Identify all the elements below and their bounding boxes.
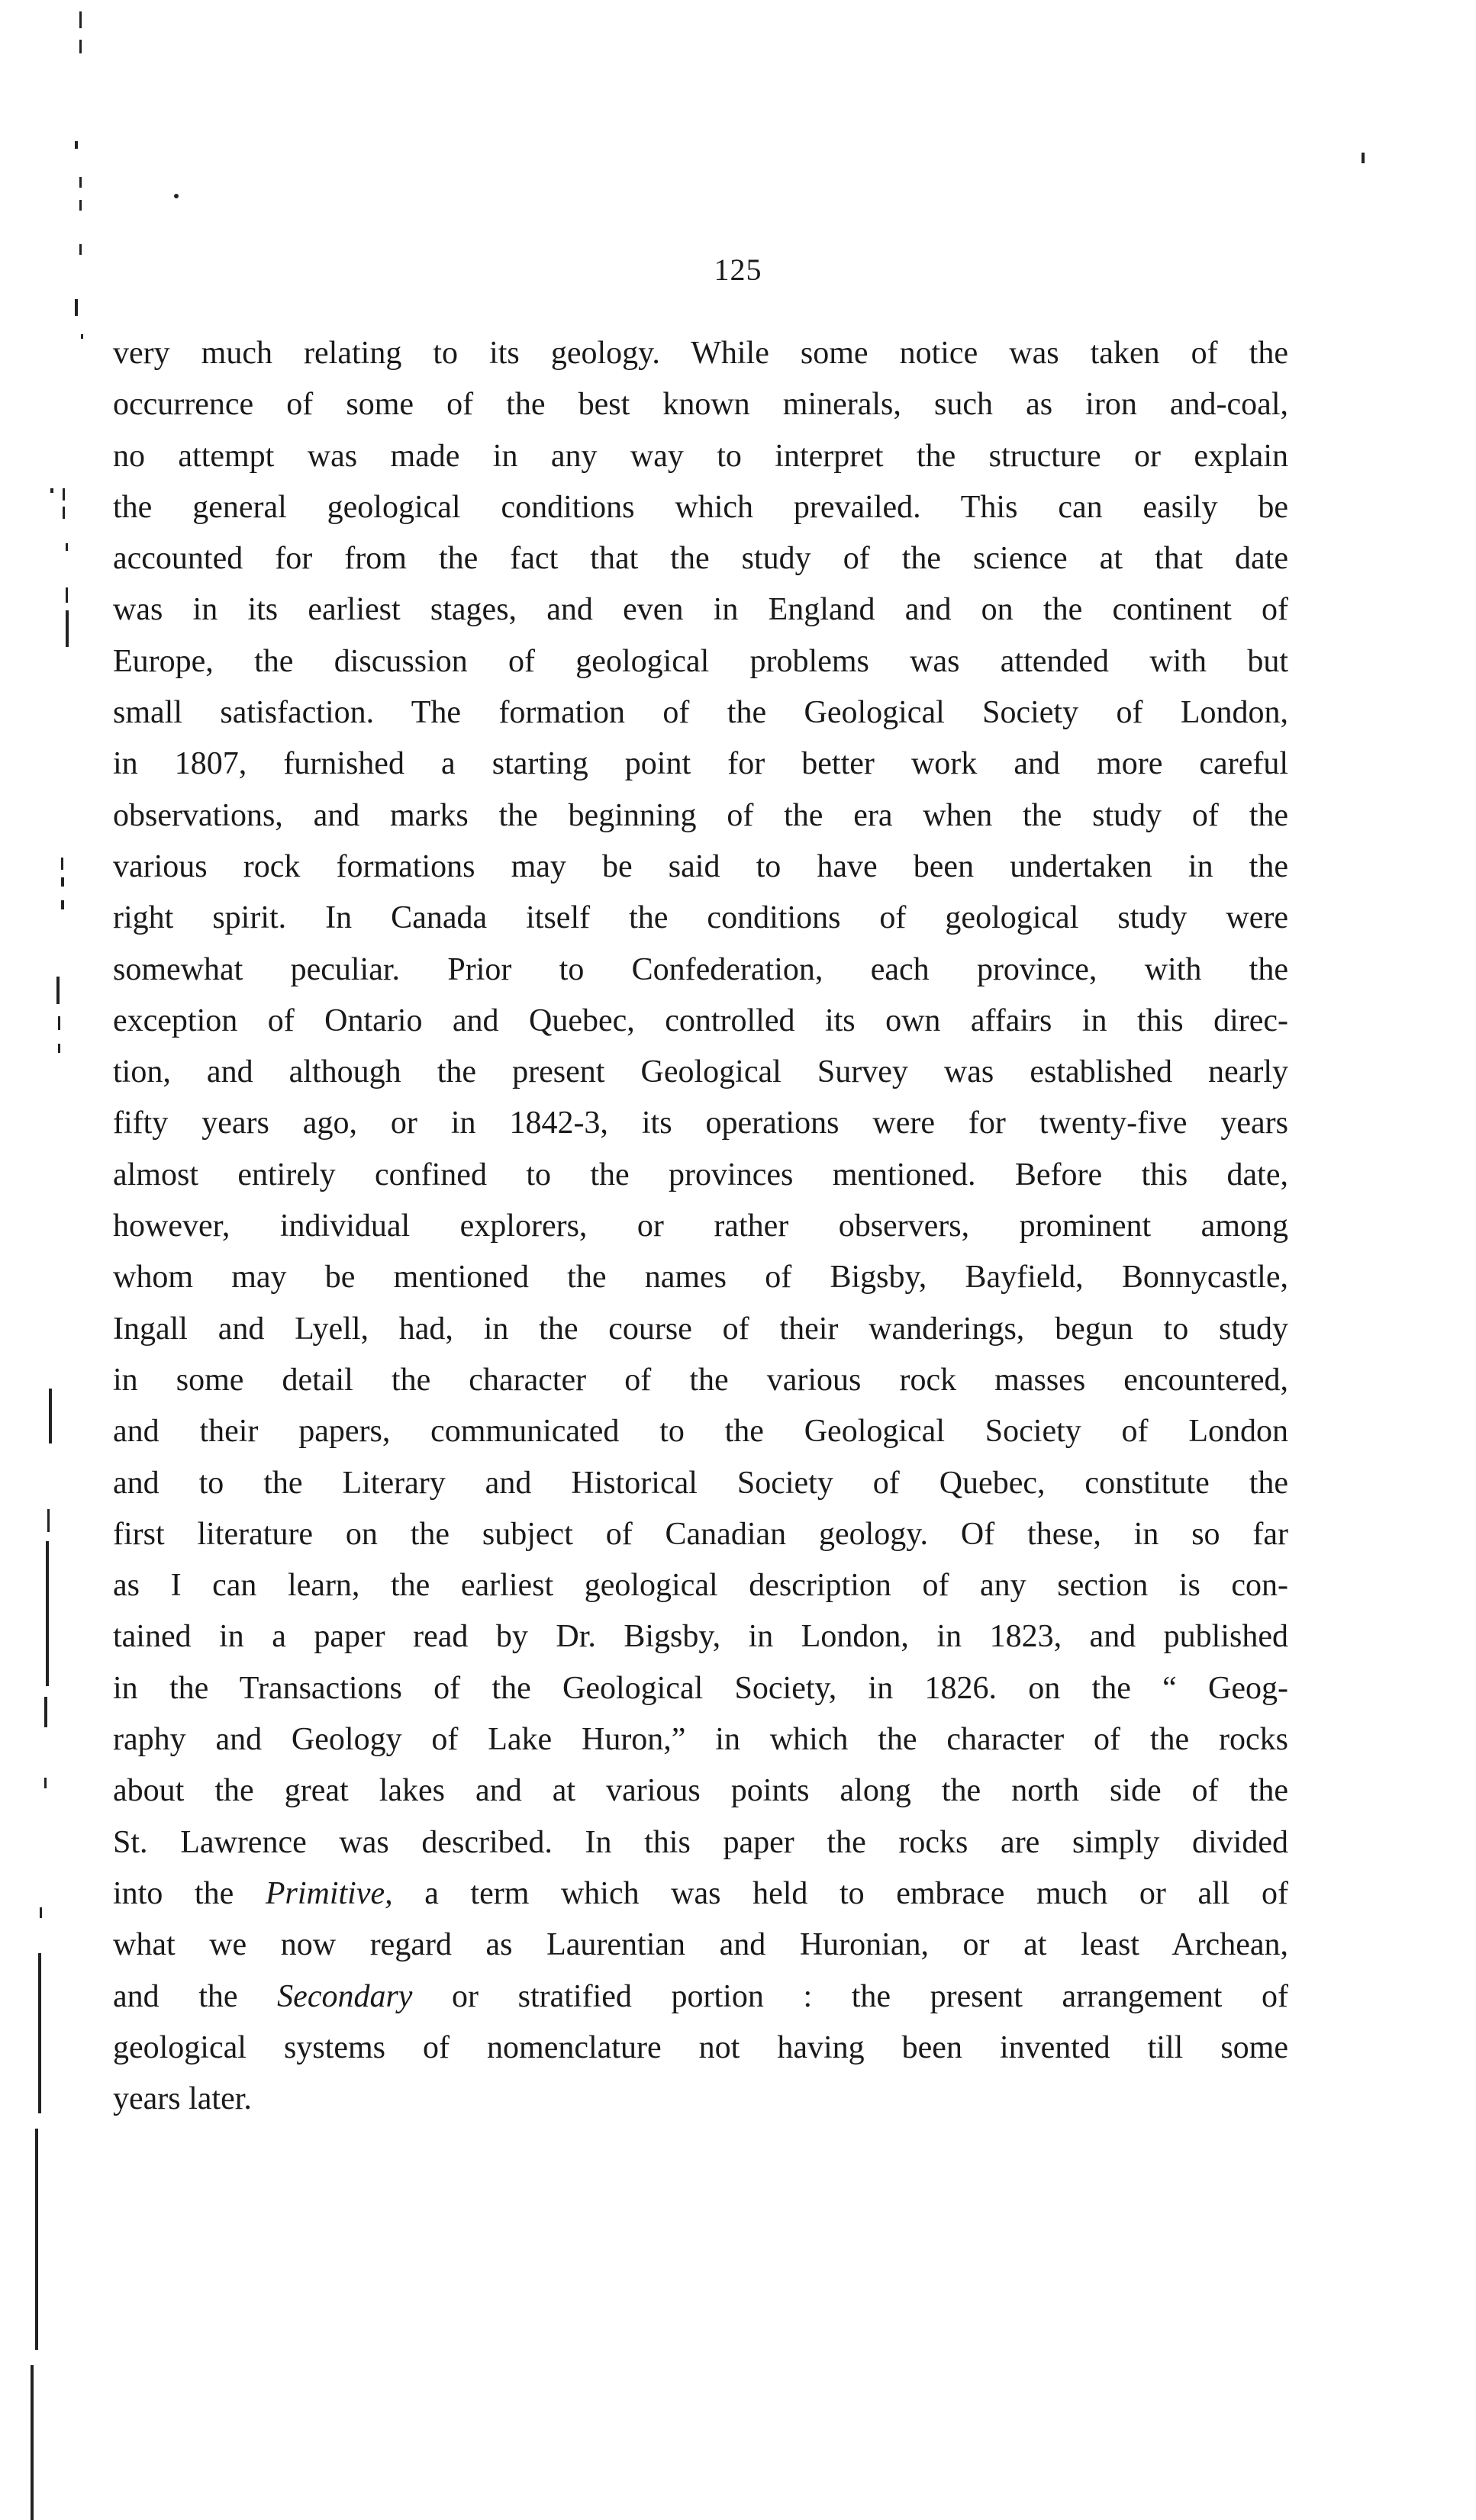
text-line [113, 431, 1288, 482]
scan-mark [58, 1016, 60, 1030]
scan-mark [46, 1541, 49, 1686]
text-line [113, 328, 1288, 379]
text-segment: tained in a paper read by Dr. Bigsby, in London, in 1823, and published [113, 1619, 1288, 1655]
text-segment: in the Transactions of the Geological Society, in 1826. on the “ Geog- [113, 1670, 1288, 1706]
text-segment: fifty years ago, or in 1842-3, its operations were for twenty-five years [113, 1106, 1288, 1141]
text-segment: accounted for from the fact that the study of the science at that date [113, 541, 1288, 577]
text-line [113, 1150, 1288, 1201]
scan-mark [38, 1953, 41, 2113]
text-segment: in some detail the character of the various rock masses encountered, [113, 1362, 1288, 1398]
text-segment: into the [113, 1875, 266, 1911]
text-line [113, 790, 1288, 842]
text-line [113, 1714, 1288, 1765]
page-number: 125 [714, 253, 762, 287]
scan-mark [79, 244, 82, 255]
text-segment: in 1807, furnished a starting point for better work and more careful [113, 746, 1288, 782]
text-line [113, 1663, 1288, 1714]
text-segment: whom may be mentioned the names of Bigsby, Bayfield, Bonnycastle, [113, 1260, 1288, 1295]
text-segment: almost entirely confined to the provinces mentioned. Before this date, [113, 1157, 1288, 1192]
text-segment: observations, and marks the beginning of the era when the study of the [113, 797, 1288, 833]
scan-mark [40, 1907, 42, 1918]
text-line [113, 2023, 1288, 2074]
scan-mark [61, 877, 64, 887]
text-line [113, 842, 1288, 893]
text-segment: and to the Literary and Historical Society of Quebec, constitute the [113, 1465, 1288, 1501]
scan-mark [174, 194, 179, 198]
scan-mark [79, 200, 82, 211]
text-segment: very much relating to its geology. While some notice was taken of the [113, 336, 1288, 371]
text-line [113, 379, 1288, 430]
text-segment: or stratified portion : the present arrangement of [412, 1978, 1289, 2014]
text-line [113, 739, 1288, 790]
scan-mark [66, 587, 68, 603]
scan-mark [58, 1044, 60, 1053]
text-segment: exception of Ontario and Quebec, controlled its own affairs in this direc- [113, 1003, 1288, 1038]
text-line [113, 1304, 1288, 1355]
scan-mark [31, 2365, 34, 2520]
text-segment: first literature on the subject of Canadian geology. Of these, in so far [113, 1516, 1288, 1552]
scan-mark [61, 900, 64, 909]
body-paragraph [113, 328, 1288, 2125]
scan-mark [63, 488, 65, 500]
text-segment: occurrence of some of the best known minerals, such as iron and-coal, [113, 387, 1288, 423]
text-segment: a term which was held to embrace much or all of [392, 1875, 1288, 1911]
text-line [113, 1611, 1288, 1662]
text-segment: geological systems of nomenclature not having been invented till some [113, 2029, 1288, 2065]
text-segment: however, individual explorers, or rather observers, prominent among [113, 1209, 1288, 1244]
text-segment: Europe, the discussion of geological problems was attended with but [113, 643, 1288, 679]
scan-mark [50, 488, 53, 493]
text-line [113, 1971, 1288, 2023]
text-segment: was in its earliest stages, and even in England and on the continent of [113, 592, 1288, 628]
text-segment: about the great lakes and at various points along the north side of the [113, 1773, 1288, 1809]
text-line [113, 482, 1288, 533]
scan-mark [35, 2129, 38, 2350]
scan-mark [44, 1778, 47, 1788]
text-segment: various rock formations may be said to have been undertaken in the [113, 848, 1288, 884]
text-line [113, 1560, 1288, 1611]
text-line [113, 1098, 1288, 1149]
scan-mark [75, 299, 78, 316]
text-segment: no attempt was made in any way to interpret the structure or explain [113, 438, 1288, 474]
text-segment: somewhat peculiar. Prior to Confederation, each province, with the [113, 951, 1288, 987]
scan-mark [66, 610, 69, 647]
text-segment: and the [113, 1978, 278, 2014]
text-line [113, 2074, 1288, 2125]
text-line [113, 996, 1288, 1047]
text-line [113, 1920, 1288, 1971]
scan-mark [63, 507, 65, 519]
scan-mark [79, 177, 82, 188]
text-segment: St. Lawrence was described. In this paper the rocks are simply divided [113, 1824, 1288, 1860]
text-line [113, 636, 1288, 687]
text-segment: the general geological conditions which prevailed. This can easily be [113, 489, 1288, 525]
text-line [113, 1868, 1288, 1920]
scan-mark [81, 334, 83, 339]
text-segment: tion, and although the present Geological Survey was established nearly [113, 1054, 1288, 1090]
scan-mark [44, 1697, 47, 1727]
text-line [113, 893, 1288, 944]
text-line [113, 1458, 1288, 1509]
text-line [113, 1509, 1288, 1560]
scan-mark [56, 977, 60, 1004]
text-segment: right spirit. In Canada itself the conditions of geological study were [113, 900, 1288, 936]
text-line [113, 1355, 1288, 1406]
scan-mark [79, 11, 82, 28]
text-segment: small satisfaction. The formation of the Geological Society of London, [113, 695, 1288, 731]
italic-term: Secondary [277, 1978, 413, 2014]
text-line [113, 1817, 1288, 1868]
scan-mark [1362, 153, 1365, 163]
scan-mark [47, 1509, 50, 1532]
text-segment: as I can learn, the earliest geological description of any section is con- [113, 1568, 1288, 1604]
scan-mark [49, 1389, 52, 1443]
italic-term: Primitive, [265, 1875, 393, 1911]
text-segment: what we now regard as Laurentian and Huronian, or at least Archean, [113, 1927, 1288, 1963]
scan-mark [75, 141, 78, 149]
text-line [113, 687, 1288, 739]
text-segment: raphy and Geology of Lake Huron,” in which the character of the rocks [113, 1722, 1288, 1758]
text-segment: years later. [113, 2081, 252, 2117]
text-line [113, 1765, 1288, 1817]
scan-mark [66, 543, 68, 551]
text-line [113, 1406, 1288, 1457]
scan-mark [61, 858, 63, 870]
text-line [113, 945, 1288, 996]
text-line [113, 584, 1288, 636]
text-line [113, 533, 1288, 584]
text-segment: Ingall and Lyell, had, in the course of their wanderings, begun to study [113, 1311, 1288, 1347]
text-line [113, 1047, 1288, 1098]
text-segment: and their papers, communicated to the Geological Society of London [113, 1414, 1288, 1450]
text-line [113, 1201, 1288, 1252]
text-line [113, 1252, 1288, 1303]
scan-mark [79, 40, 82, 53]
